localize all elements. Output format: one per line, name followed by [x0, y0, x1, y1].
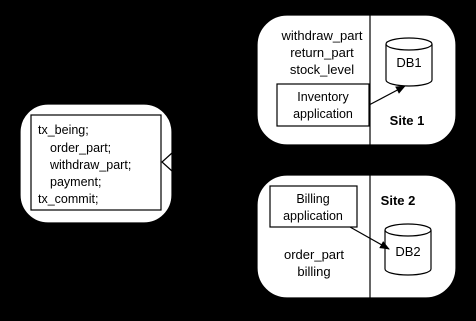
code-line-order-part: order_part; [50, 141, 112, 155]
site-2-operation-billing: billing [297, 264, 331, 279]
client-node [20, 104, 172, 223]
site-1-node [257, 15, 456, 145]
site-1-operation-stock-level: stock_level [289, 62, 355, 77]
code-line-begin: tx_being; [38, 123, 89, 137]
db1-label: DB1 [396, 55, 422, 70]
site-1-operation-return-part: return_part [290, 45, 354, 60]
site-2-operation-order-part: order_part [284, 247, 344, 262]
code-line-payment: payment; [50, 175, 102, 189]
db2-label: DB2 [395, 244, 421, 259]
code-line-commit: tx_commit; [38, 192, 99, 206]
billing-application-label-line-2: application [283, 209, 343, 223]
inventory-application-label-line-1: Inventory [297, 90, 349, 104]
code-line-withdraw-part: withdraw_part; [50, 158, 132, 172]
inventory-application-label-line-2: application [293, 107, 353, 121]
site-1-label: Site 1 [389, 113, 425, 128]
site-2-node [257, 175, 456, 298]
site-2-label: Site 2 [380, 193, 416, 208]
site-1-operation-withdraw-part: withdraw_part [281, 28, 363, 43]
billing-application-label-line-1: Billing [296, 192, 330, 206]
